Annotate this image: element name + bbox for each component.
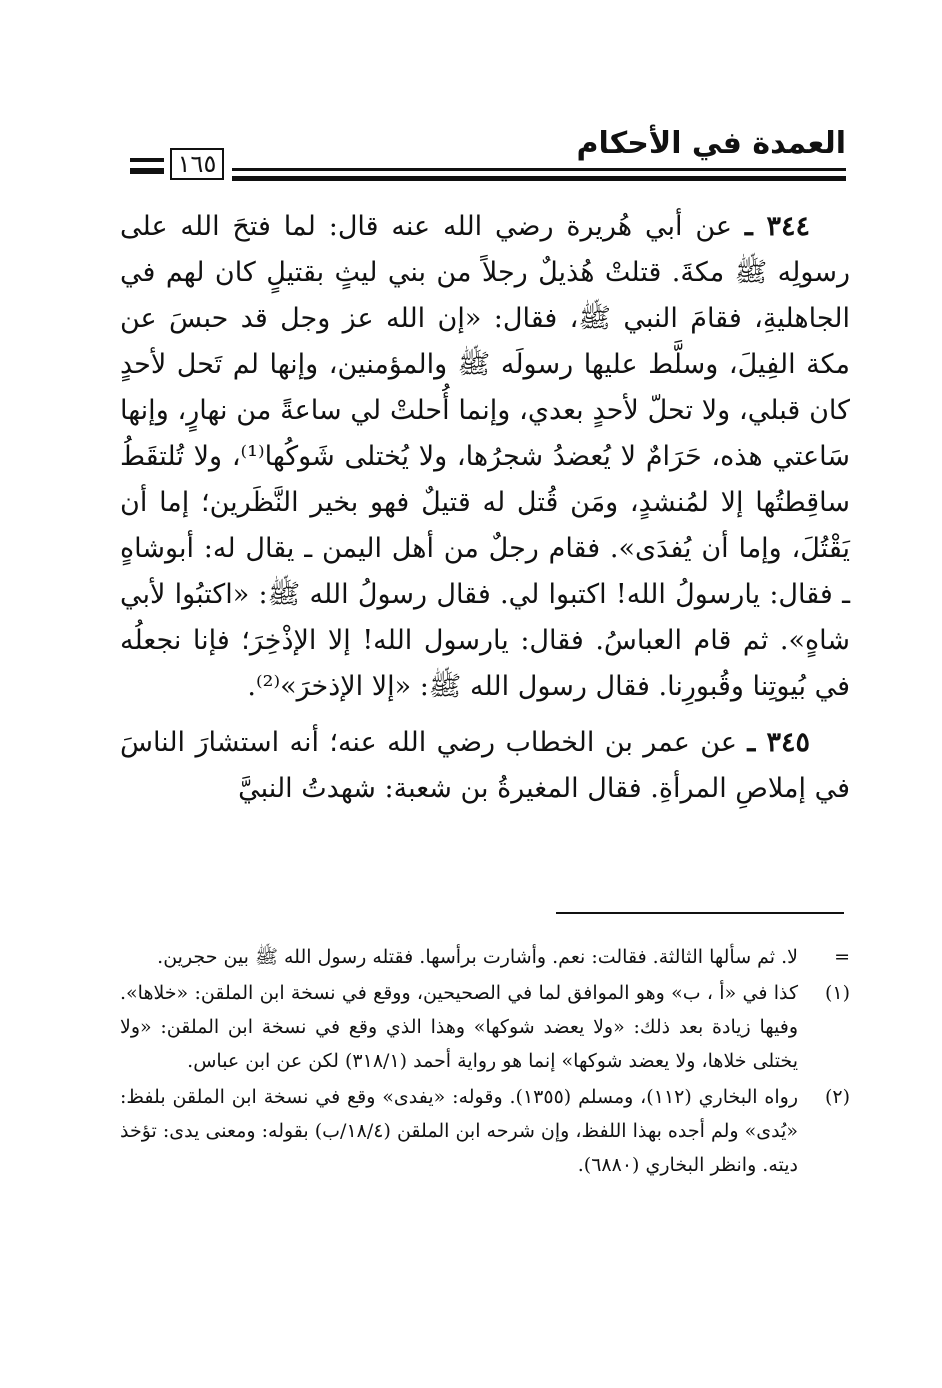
hadith-paragraph: [120, 720, 850, 812]
footnote-1: [120, 976, 850, 1078]
hadith-number: ٣٤٥ ـ: [747, 727, 810, 758]
header-rule-thick: [232, 176, 846, 181]
running-header-title: العمدة في الأحكام: [576, 126, 846, 161]
footnotes: [120, 940, 850, 1184]
hadith-paragraph: [120, 204, 850, 710]
hadith-number: ٣٤٤ ـ: [744, 211, 811, 242]
footnote-text: لا. ثم سألها الثالثة. فقالت: نعم. وأشارت برأسها. فقتله رسول الله ﷺ بين حجرين.: [157, 946, 798, 968]
hadith-text: عن عمر بن الخطاب رضي الله عنه؛ أنه استشارَ الناسَ في إملاصِ المرأةِ. فقال المغيرةُ بن شعبة: شهدتُ النبيَّ: [120, 727, 850, 804]
page-number: ١٦٥: [170, 148, 224, 180]
footnote-label: =: [834, 946, 850, 968]
main-text: [120, 204, 850, 822]
header-ornament-bar: [130, 158, 164, 162]
footnote-separator: [556, 912, 844, 914]
footnote-continuation: [120, 940, 850, 974]
hadith-text: عن أبي هُريرة رضي الله عنه قال: لما فتحَ الله على رسولِه ﷺ مكةَ. قتلتْ هُذيلٌ رجلاً من بني ليثٍ بقتيلٍ كان لهم في الجاهليةِ، فقامَ النبي ﷺ، فقال: «إن الله عز وجل قد حبسَ عن مكة الفِيلَ، وسلَّط عليها رسولَه ﷺ والمؤمنين، وإنها لم تَحل لأحدٍ كان قبلي، ولا تحلّ لأحدٍ بعدي، وإنما أُحلتْ لي ساعةً من نهارٍ، وإنها سَاعتي هذه، حَرَامٌ لا يُعضدُ شجرُها، ولا يُختلى شَوكُها⁽¹⁾، ولا تُلتقَطُ ساقِطتُها إلا لمُنشدٍ، ومَن قُتل له قتيلٌ فهو بخير النَّظَرين؛ إما أن يَقْتُلَ، وإما أن يُفدَى». فقام رجلٌ من أهل اليمن ـ يقال له: أبوشاهٍ ـ فقال: يارسولُ الله! اكتبوا لي. فقال رسولُ الله ﷺ: «اكتبُوا لأبي شاهٍ». ثم قام العباسُ. فقال: يارسول الله! إلا الإذْخِرَ؛ فإنا نجعلُه في بُيوتِنا وقُبورِنا. فقال رسول الله ﷺ: «إلا الإذخرَ»⁽²⁾.: [120, 211, 851, 702]
header-ornament-bar: [130, 168, 164, 174]
footnote-text: رواه البخاري (١١٢)، ومسلم (١٣٥٥). وقوله: «يفدى» وقع في نسخة ابن الملقن بلفظ: «يُدى» ولم أجده بهذا اللفظ، وإن شرحه ابن الملقن (١٨/٤/ب) بقوله: ومعنى يدى: تؤخذ ديته. وانظر البخاري (٦٨٨٠).: [120, 1086, 799, 1176]
footnote-label: (٢): [824, 1086, 850, 1108]
footnote-2: [120, 1080, 850, 1182]
footnote-label: (١): [824, 982, 850, 1004]
header-rule-thin: [232, 168, 846, 171]
footnote-text: كذا في «أ ، ب» وهو الموافق لما في الصحيحين، ووقع في نسخة ابن الملقن: «خلاها». وفيها زيادة بعد ذلك: «ولا يعضد شوكها» وهذا الذي وقع في نسخة ابن الملقن: «ولا يختلى خلاها، ولا يعضد شوكها» إنما هو رواية أحمد (٣١٨/١) لكن عن ابن عباس.: [120, 982, 798, 1072]
